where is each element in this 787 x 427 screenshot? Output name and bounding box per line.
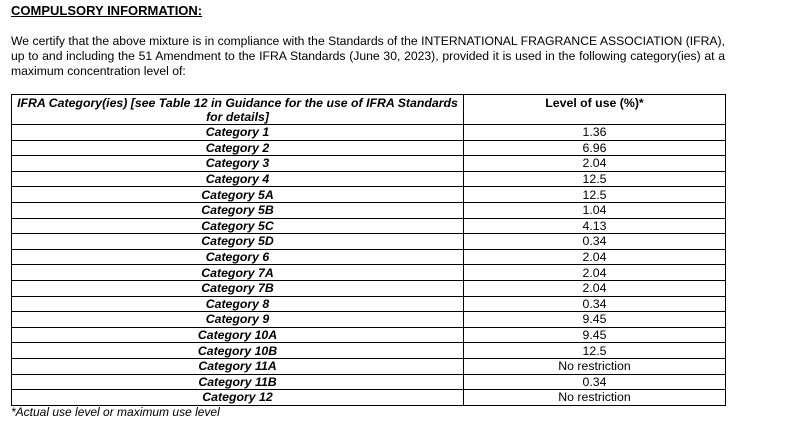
level-cell: 0.34: [464, 374, 726, 390]
table-row: [12, 327, 726, 343]
category-cell: Category 5D: [12, 234, 464, 250]
level-cell: 12.5: [464, 187, 726, 203]
level-cell: 1.36: [464, 125, 726, 141]
level-column-header: Level of use (%)*: [464, 95, 726, 125]
table-row: [12, 187, 726, 203]
level-cell: 9.45: [464, 327, 726, 343]
table-row: [12, 312, 726, 328]
category-cell: Category 6: [12, 249, 464, 265]
table-row: [12, 343, 726, 359]
table-row: [12, 358, 726, 374]
table-row: [12, 296, 726, 312]
category-column-header: IFRA Category(ies) [see Table 12 in Guidance for the use of IFRA Standards for details]: [12, 95, 464, 125]
level-cell: No restriction: [464, 358, 726, 374]
category-cell: Category 11A: [12, 358, 464, 374]
table-body: [12, 125, 726, 406]
category-cell: Category 10B: [12, 343, 464, 359]
table-row: [12, 249, 726, 265]
category-cell: Category 3: [12, 156, 464, 172]
level-cell: 12.5: [464, 171, 726, 187]
category-cell: Category 5A: [12, 187, 464, 203]
category-cell: Category 11B: [12, 374, 464, 390]
level-cell: 2.04: [464, 156, 726, 172]
level-cell: No restriction: [464, 390, 726, 406]
category-cell: Category 4: [12, 171, 464, 187]
table-row: [12, 234, 726, 250]
footnote: *Actual use level or maximum use level: [11, 405, 220, 419]
table-row: [12, 202, 726, 218]
table-header-row: [12, 95, 726, 125]
category-cell: Category 8: [12, 296, 464, 312]
level-cell: 0.34: [464, 234, 726, 250]
table-row: [12, 265, 726, 281]
table-row: [12, 374, 726, 390]
ifra-category-table: [11, 94, 726, 406]
category-cell: Category 10A: [12, 327, 464, 343]
level-cell: 4.13: [464, 218, 726, 234]
category-cell: Category 9: [12, 312, 464, 328]
level-cell: 9.45: [464, 312, 726, 328]
category-cell: Category 7A: [12, 265, 464, 281]
category-cell: Category 5B: [12, 202, 464, 218]
category-cell: Category 1: [12, 125, 464, 141]
category-cell: Category 2: [12, 140, 464, 156]
level-cell: 12.5: [464, 343, 726, 359]
level-cell: 0.34: [464, 296, 726, 312]
category-cell: Category 12: [12, 390, 464, 406]
level-cell: 2.04: [464, 265, 726, 281]
compliance-statement: We certify that the above mixture is in compliance with the Standards of the INTERNATIONAL FRAGRANCE ASSOCIATION (IFRA), up to and including the 51 Amendment to the IFRA Standards (June 30, 2023), provided it is used in the following category(ies) at a maximum concentration level of:: [11, 34, 725, 78]
level-cell: 2.04: [464, 249, 726, 265]
category-cell: Category 5C: [12, 218, 464, 234]
table-row: [12, 171, 726, 187]
category-cell: Category 7B: [12, 280, 464, 296]
table-row: [12, 156, 726, 172]
table-row: [12, 218, 726, 234]
level-cell: 2.04: [464, 280, 726, 296]
table-row: [12, 140, 726, 156]
level-cell: 6.96: [464, 140, 726, 156]
table-row: [12, 125, 726, 141]
table-row: [12, 280, 726, 296]
level-cell: 1.04: [464, 202, 726, 218]
table-row: [12, 390, 726, 406]
section-heading: COMPULSORY INFORMATION:: [11, 3, 203, 18]
